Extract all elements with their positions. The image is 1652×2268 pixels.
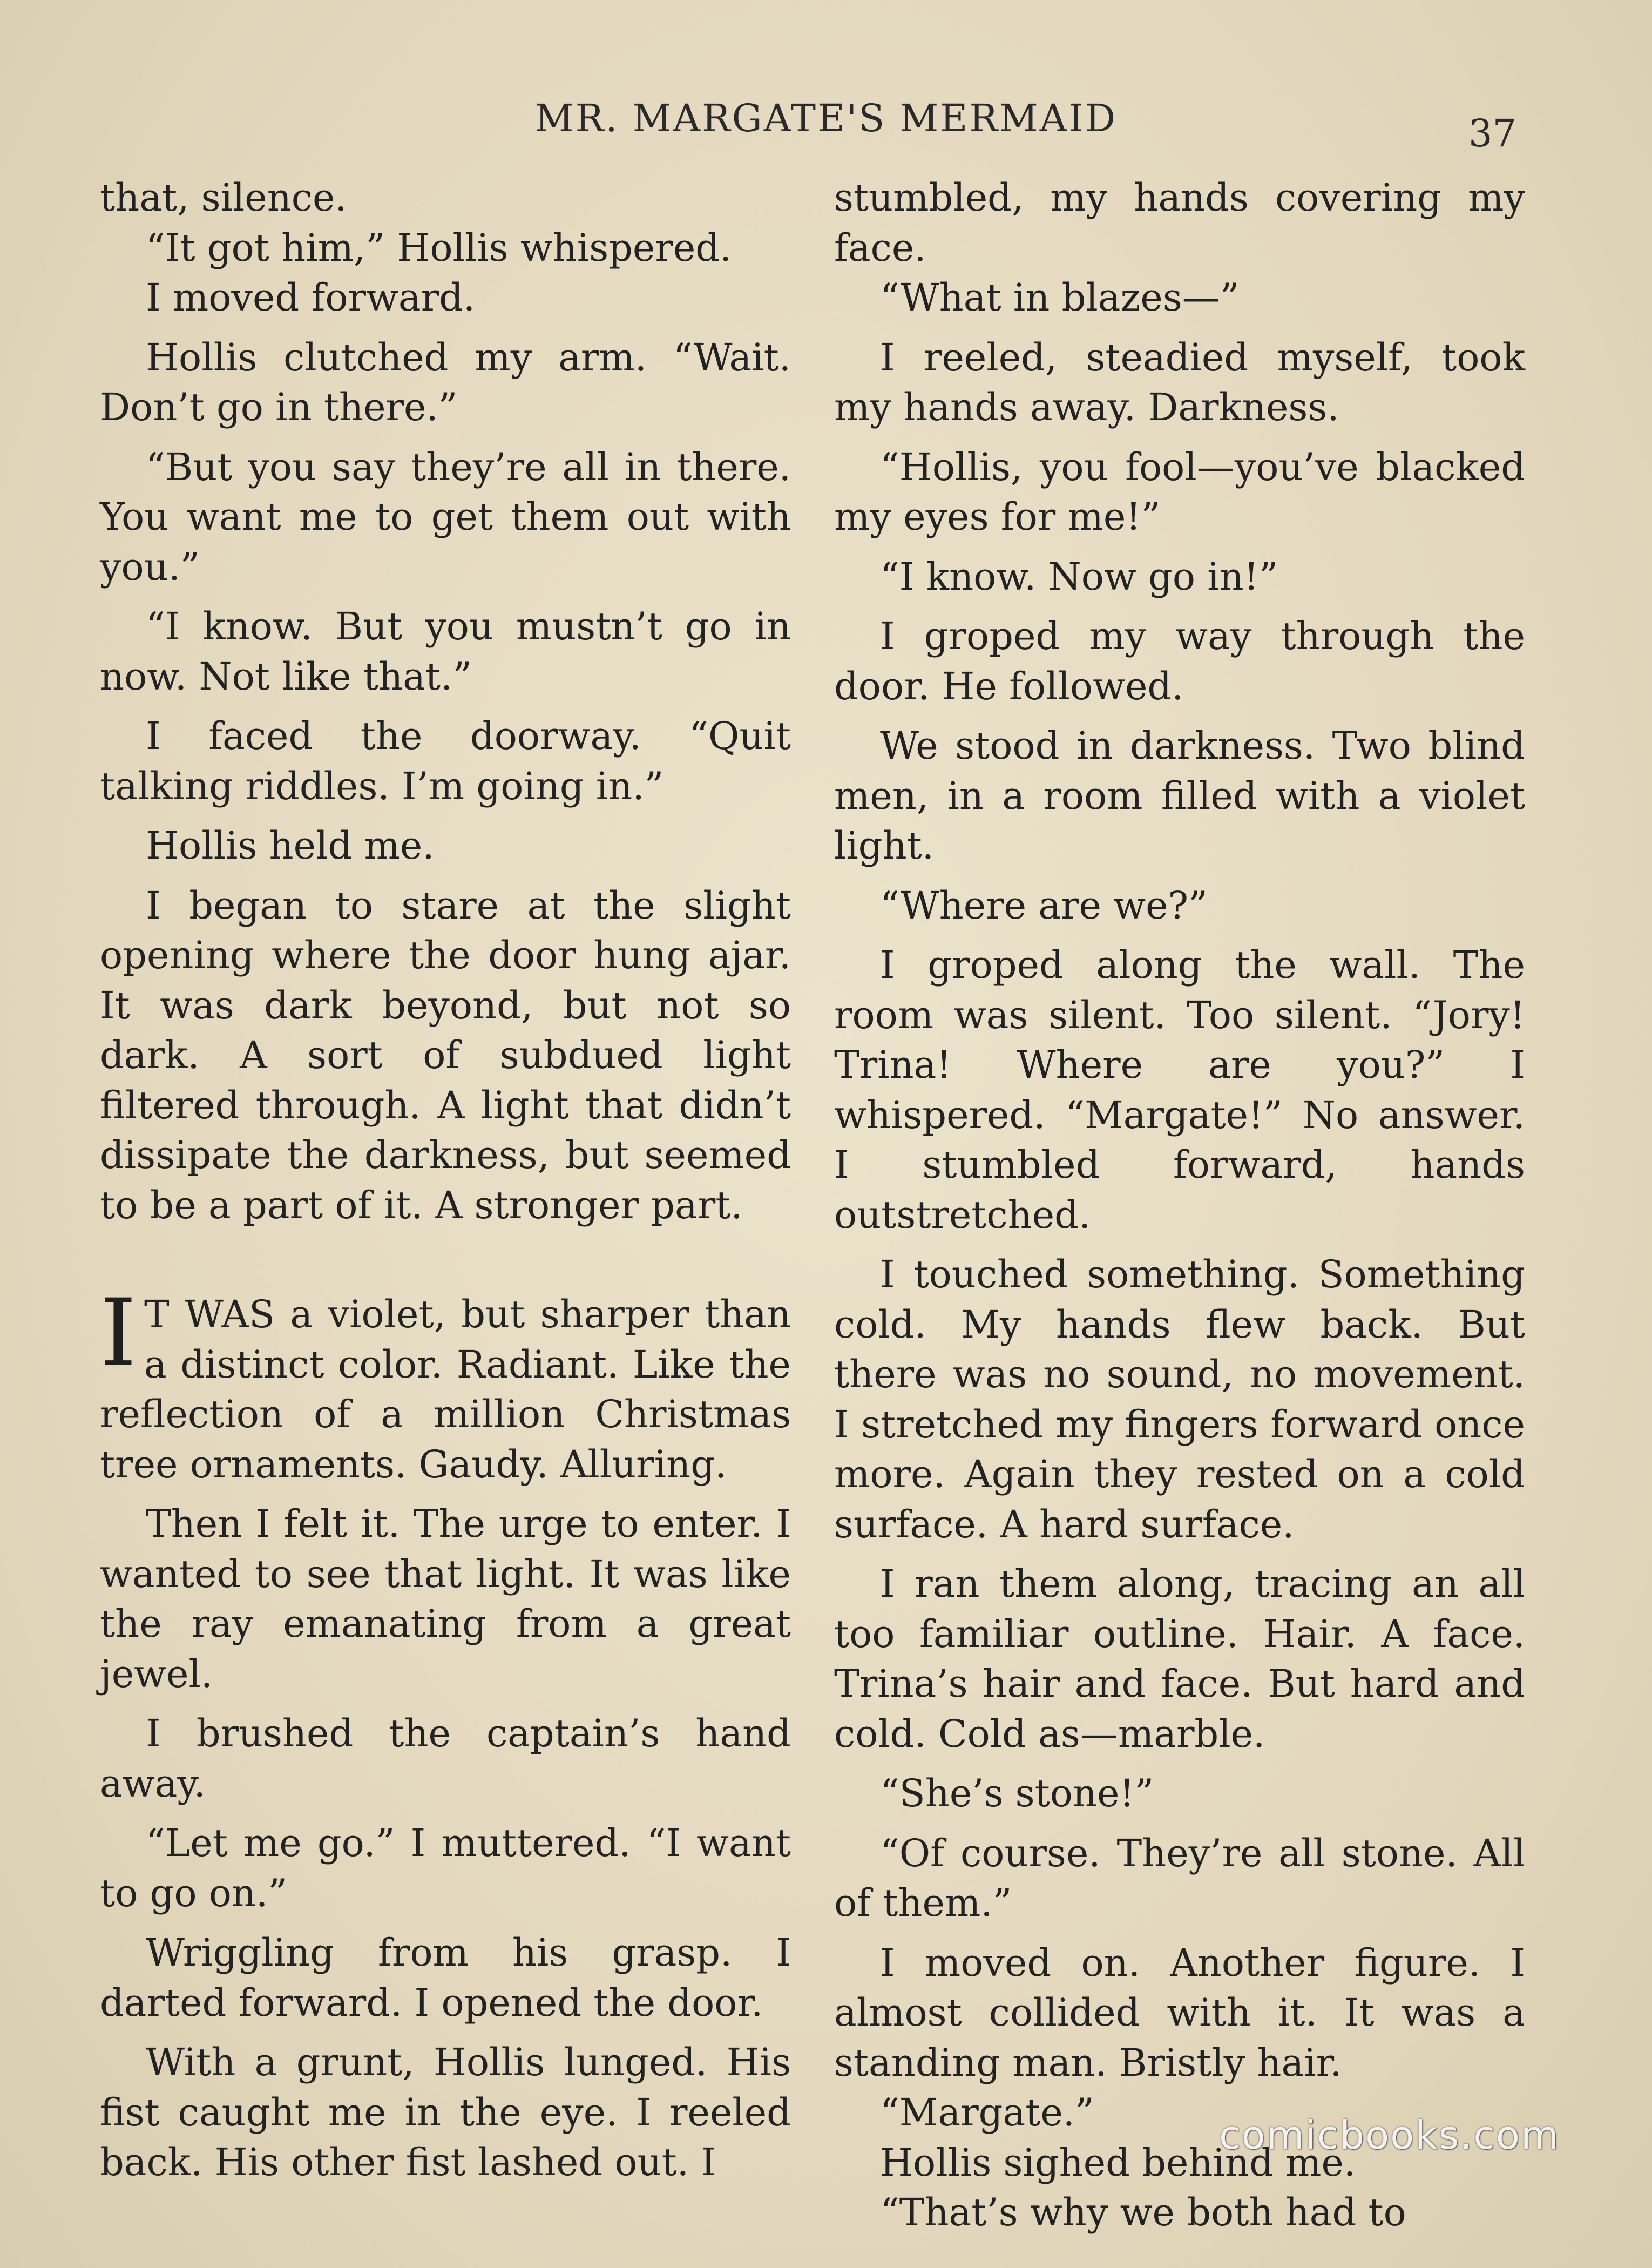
paragraph: stumbled, my hands covering my face. xyxy=(834,176,1525,270)
drop-cap: I xyxy=(100,1279,137,1387)
paragraph: We stood in darkness. Two blind men, in a room filled with a violet light. xyxy=(834,724,1525,868)
paragraph: that, silence. xyxy=(100,176,347,220)
paragraph: “I know. Now go in!” xyxy=(880,554,1278,599)
paragraph: I reeled, steadied myself, took my hands away. Darkness. xyxy=(834,335,1525,429)
right-column xyxy=(834,173,1525,2238)
paragraph: “But you say they’re all in there. You want me to get them out with you.” xyxy=(100,444,791,589)
paragraph: With a grunt, Hollis lunged. His fist caught me in the eye. I reeled back. His other fist lashed out. I xyxy=(100,2040,791,2184)
paragraph: “Hollis, you fool—you’ve blacked my eyes for me!” xyxy=(834,444,1525,539)
page-number: 37 xyxy=(1468,111,1517,156)
paragraph: Wriggling from his grasp. I darted forward. I opened the door. xyxy=(100,1931,791,2025)
paragraph: Then I felt it. The urge to enter. I wanted to see that light. It was like the ray emanating from a great jewel. xyxy=(100,1502,791,1696)
watermark: comicbooks.com xyxy=(1219,2112,1560,2158)
paragraph: I ran them along, tracing an all too familiar outline. Hair. A face. Trina’s hair and face. But hard and cold. Cold as—marble. xyxy=(834,1562,1525,1756)
paragraph: “Of course. They’re all stone. All of them.” xyxy=(834,1831,1525,1925)
running-head-title: MR. MARGATE'S MERMAID xyxy=(534,96,1118,140)
paragraph: “She’s stone!” xyxy=(880,1771,1154,1815)
paragraph: I groped along the wall. The room was silent. Too silent. “Jory! Trina! Where are you?” I whispered. “Margate!” No answer. I stumbled forward, hands outstretched. xyxy=(834,943,1525,1237)
paragraph: “What in blazes—” xyxy=(880,275,1240,320)
paragraph: I moved forward. xyxy=(146,275,476,320)
paragraph: I began to stare at the slight opening where the door hung ajar. It was dark beyond, but not so dark. A sort of subdued light filtered through. A light that didn’t dissipate the darkness, but seemed to be a part of it. A stronger part. xyxy=(100,883,791,1227)
paragraph: “It got him,” Hollis whispered. xyxy=(146,225,732,270)
section-opening-paragraph xyxy=(100,1279,791,1489)
paragraph: I moved on. Another figure. I almost collided with it. It was a standing man. Bristly hair. xyxy=(834,1940,1525,2085)
paragraph: Hollis clutched my arm. “Wait. Don’t go in there.” xyxy=(100,335,791,429)
paragraph: Hollis held me. xyxy=(146,824,435,868)
paragraph: Hollis sighed behind me. xyxy=(880,2140,1356,2185)
paragraph: I brushed the captain’s hand away. xyxy=(100,1711,791,1806)
paragraph: “I know. But you mustn’t go in now. Not like that.” xyxy=(100,604,791,699)
paragraph: I groped my way through the door. He followed. xyxy=(834,614,1525,708)
paragraph: “Let me go.” I muttered. “I want to go on.” xyxy=(100,1821,791,1915)
left-column xyxy=(100,173,791,2188)
paragraph: I faced the doorway. “Quit talking riddles. I’m going in.” xyxy=(100,714,791,808)
paragraph: “Where are we?” xyxy=(880,883,1208,928)
section-opening-text: T WAS a violet, but sharper than a distinct color. Radiant. Like the reflection of a million Christmas tree ornaments. Gaudy. Alluring. xyxy=(100,1292,791,1487)
paragraph: “Margate.” xyxy=(880,2090,1094,2135)
paragraph: I touched something. Something cold. My hands flew back. But there was no sound, no movement. I stretched my fingers forward once more. Again they rested on a cold surface. A hard surface. xyxy=(834,1252,1525,1547)
paragraph: “That’s why we both had to xyxy=(880,2190,1406,2235)
